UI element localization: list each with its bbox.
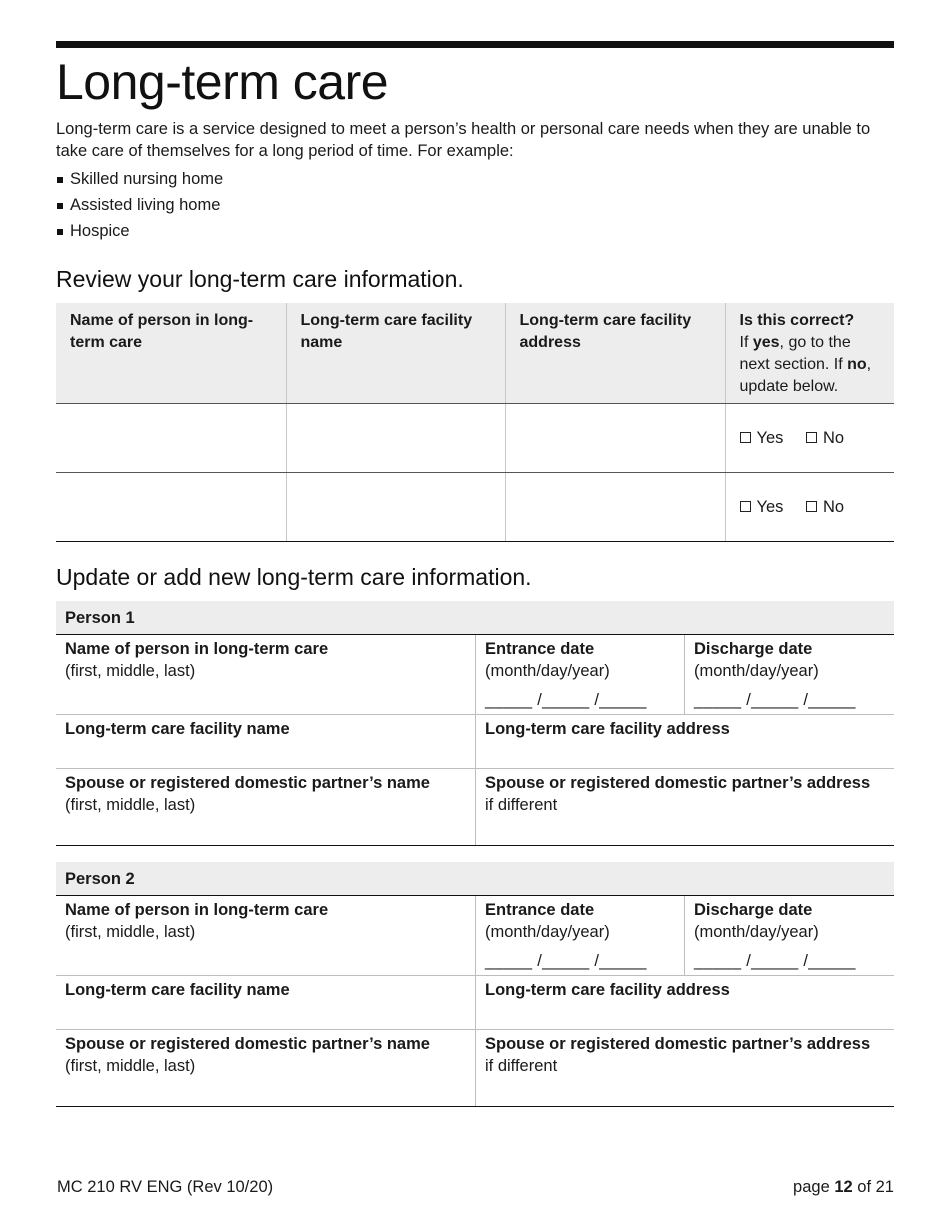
column-header-correct <box>725 303 894 404</box>
spouse-name-field[interactable]: Spouse or registered domestic partner’s name (first, middle, last) <box>65 774 430 814</box>
person-name-cell[interactable] <box>56 404 286 473</box>
top-rule <box>56 41 894 48</box>
column-header-facility-address: Long-term care facility address <box>505 303 725 404</box>
person-name-field[interactable]: Name of person in long-term care (first, middle, last) <box>65 640 329 680</box>
examples-list <box>56 166 894 244</box>
person-row-name-dates <box>56 635 894 715</box>
facility-address-field[interactable]: Long-term care facility address <box>475 715 894 768</box>
no-checkbox[interactable] <box>806 501 817 512</box>
person-row-facility <box>56 715 894 769</box>
correct-note: If yes, go to the next section. If no, update below. <box>739 334 872 395</box>
facility-address-cell[interactable] <box>505 473 725 542</box>
example-item: Assisted living home <box>56 192 894 218</box>
facility-name-field[interactable]: Long-term care facility name <box>65 981 290 999</box>
review-header-row <box>56 303 894 404</box>
spouse-address-field[interactable]: Spouse or registered domestic partner’s address if different <box>475 1030 894 1106</box>
facility-name-cell[interactable] <box>286 473 505 542</box>
discharge-date-field[interactable]: Discharge date (month/day/year) _____ /_____ /_____ <box>684 635 894 714</box>
page-title: Long-term care <box>56 54 389 110</box>
entrance-date-blank: _____ /_____ /_____ <box>485 691 647 709</box>
column-header-person: Name of person in long-term care <box>56 303 286 404</box>
example-item: Hospice <box>56 218 894 244</box>
intro-text: Long-term care is a service designed to meet a person’s health or personal care needs when they are unable to take care of themselves for a long period of time. For example: <box>56 120 871 160</box>
entrance-date-field[interactable]: Entrance date (month/day/year) _____ /_____ /_____ <box>475 635 684 714</box>
yes-option[interactable]: Yes <box>740 498 784 516</box>
person-row-name-dates <box>56 896 894 976</box>
yes-checkbox[interactable] <box>740 501 751 512</box>
correct-cell <box>725 404 894 473</box>
facility-name-field[interactable]: Long-term care facility name <box>65 720 290 738</box>
form-id: MC 210 RV ENG (Rev 10/20) <box>57 1178 274 1196</box>
person-2-section <box>56 862 894 1107</box>
correct-cell <box>725 473 894 542</box>
spouse-name-field[interactable]: Spouse or registered domestic partner’s name (first, middle, last) <box>65 1035 430 1075</box>
no-option[interactable]: No <box>806 498 844 516</box>
entrance-date-blank: _____ /_____ /_____ <box>485 952 647 970</box>
example-item: Skilled nursing home <box>56 166 894 192</box>
page-footer <box>57 1178 894 1197</box>
table-row <box>56 404 894 473</box>
yes-checkbox[interactable] <box>740 432 751 443</box>
facility-address-field[interactable]: Long-term care facility address <box>475 976 894 1029</box>
page-number: page 12 of 21 <box>793 1178 894 1196</box>
table-row <box>56 473 894 542</box>
discharge-date-blank: _____ /_____ /_____ <box>694 691 856 709</box>
column-header-facility-name: Long-term care facility name <box>286 303 505 404</box>
no-checkbox[interactable] <box>806 432 817 443</box>
review-heading: Review your long-term care information. <box>56 266 464 292</box>
entrance-date-field[interactable]: Entrance date (month/day/year) _____ /_____ /_____ <box>475 896 684 975</box>
update-heading: Update or add new long-term care information. <box>56 564 532 590</box>
no-option[interactable]: No <box>806 429 844 447</box>
spouse-address-field[interactable]: Spouse or registered domestic partner’s address if different <box>475 769 894 845</box>
discharge-date-field[interactable]: Discharge date (month/day/year) _____ /_____ /_____ <box>684 896 894 975</box>
facility-name-cell[interactable] <box>286 404 505 473</box>
person-name-cell[interactable] <box>56 473 286 542</box>
person-row-spouse <box>56 769 894 845</box>
person-row-spouse <box>56 1030 894 1106</box>
person-header: Person 1 <box>56 601 894 635</box>
person-1-section <box>56 601 894 846</box>
form-page <box>56 41 894 1107</box>
yes-option[interactable]: Yes <box>740 429 784 447</box>
person-name-field[interactable]: Name of person in long-term care (first, middle, last) <box>65 901 329 941</box>
review-table <box>56 303 894 542</box>
person-header: Person 2 <box>56 862 894 896</box>
correct-question: Is this correct? <box>739 312 855 329</box>
person-row-facility <box>56 976 894 1030</box>
discharge-date-blank: _____ /_____ /_____ <box>694 952 856 970</box>
facility-address-cell[interactable] <box>505 404 725 473</box>
